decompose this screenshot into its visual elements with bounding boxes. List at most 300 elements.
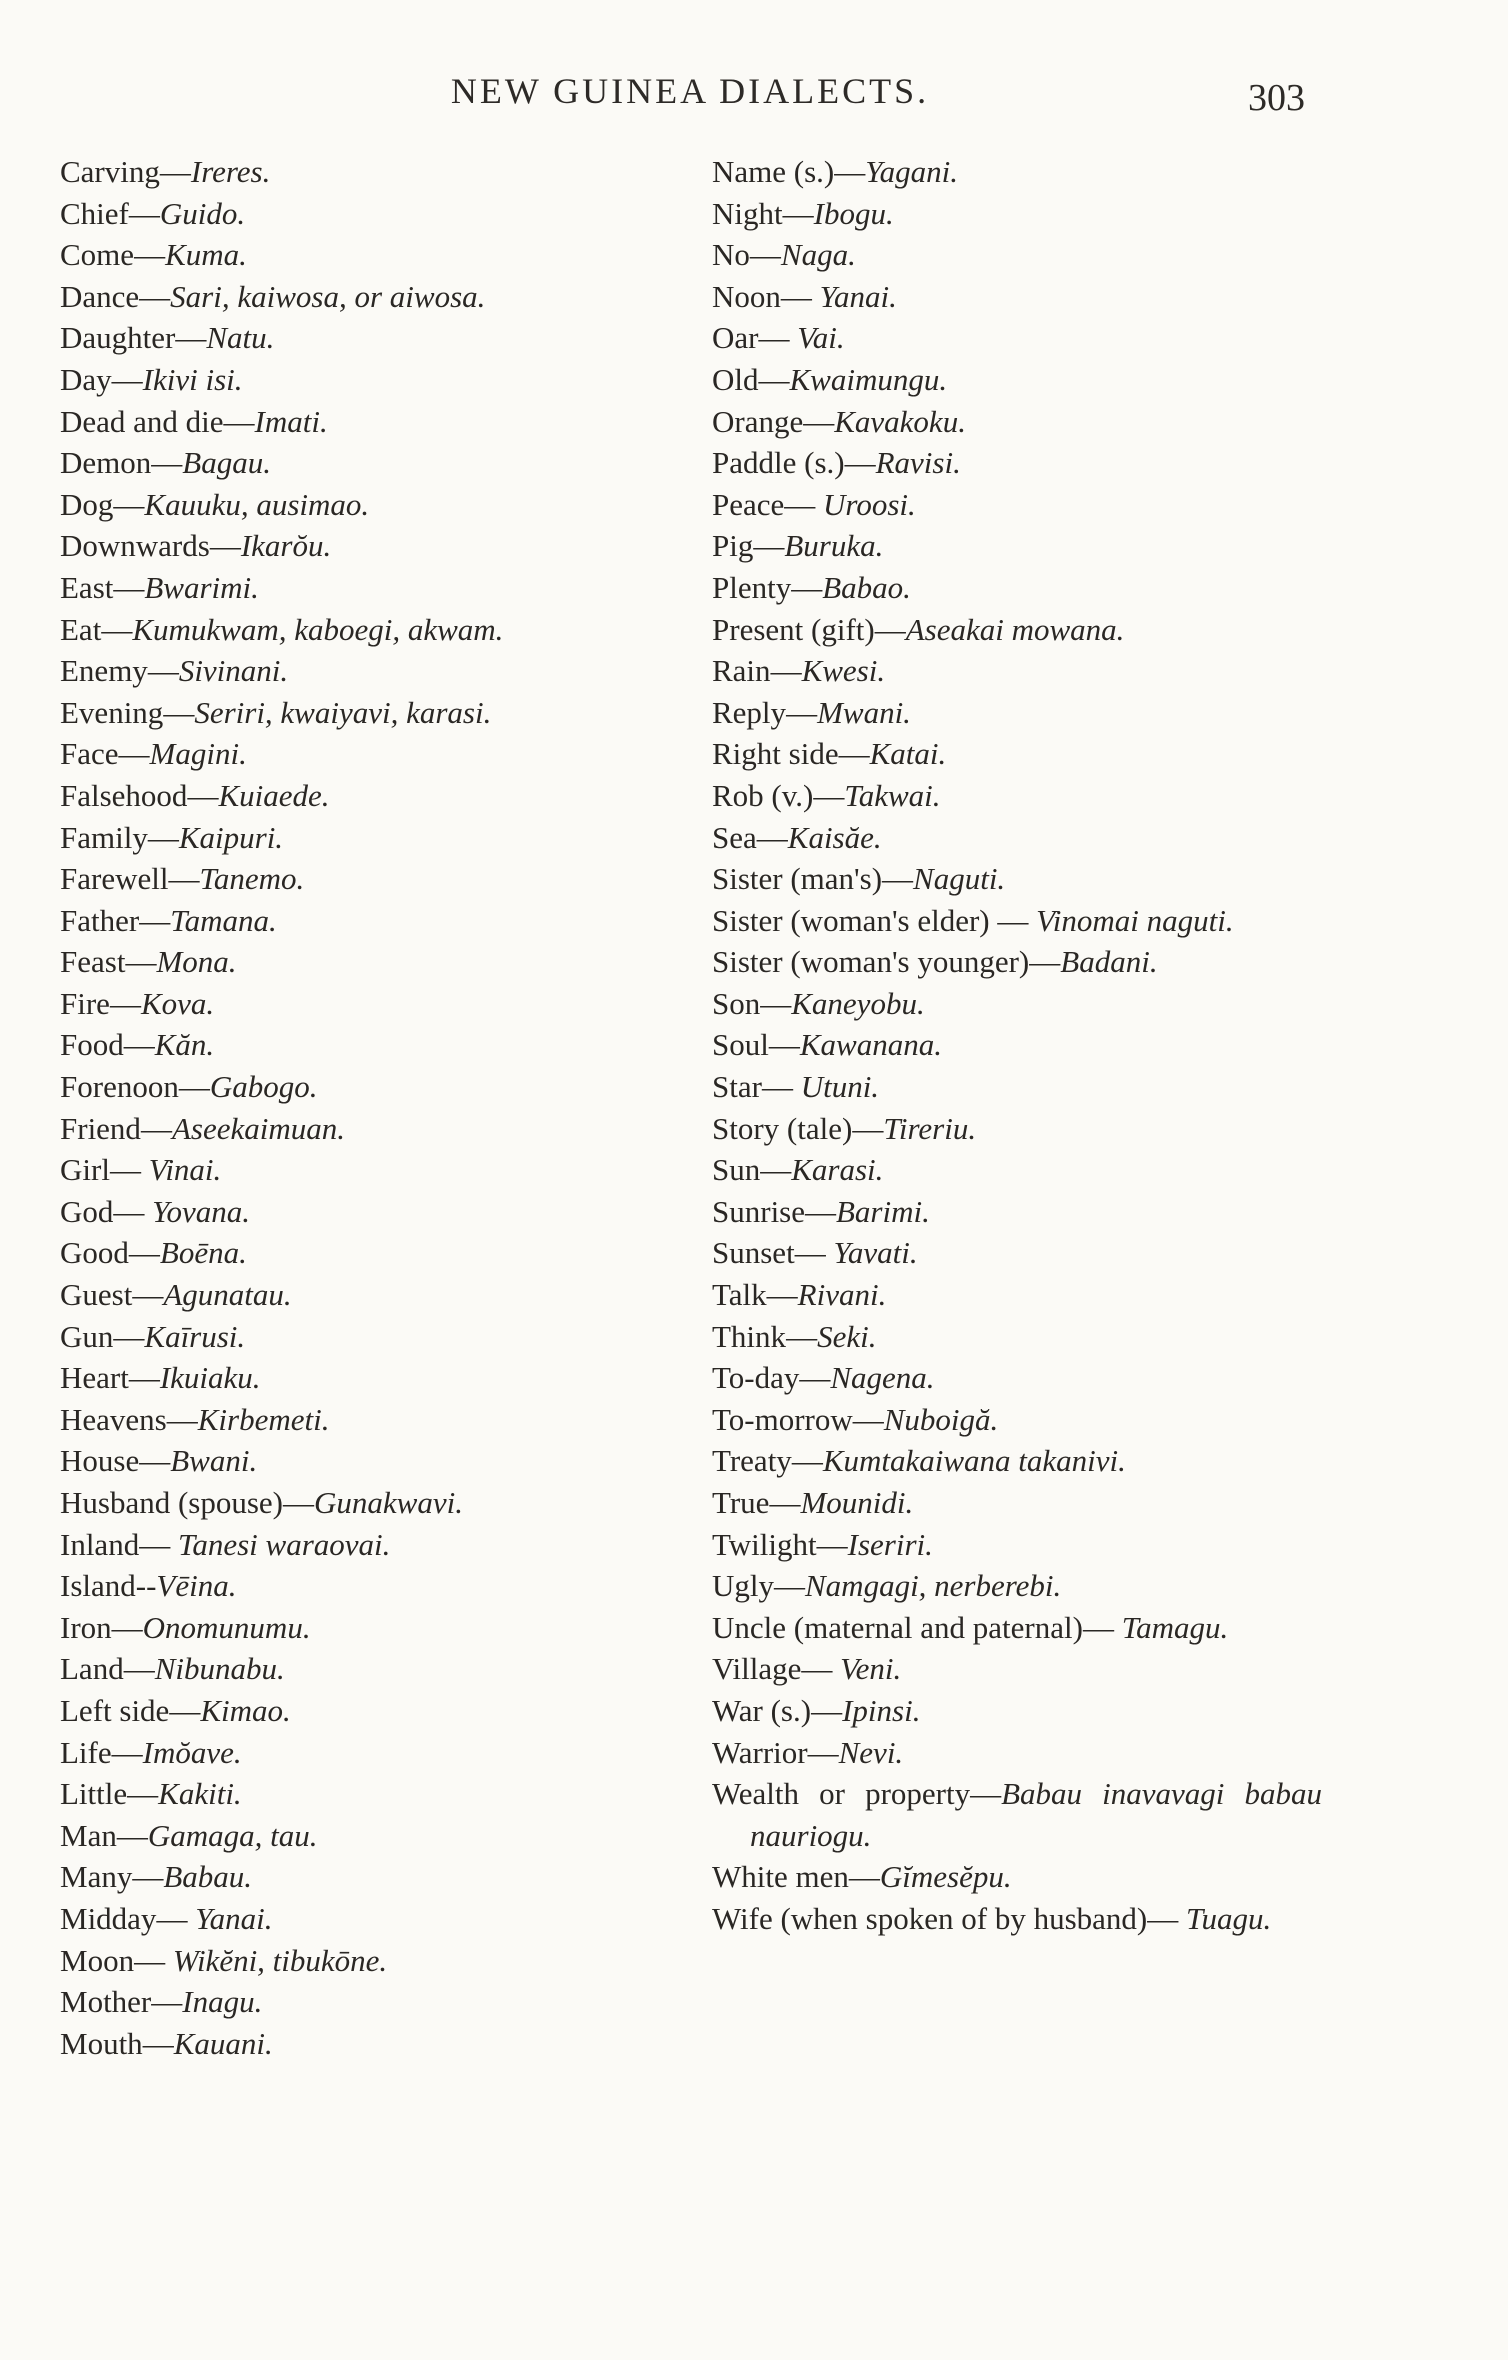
vocabulary-entry xyxy=(60,1357,660,1399)
vocabulary-entry xyxy=(712,442,1322,484)
entry-native-translation: Bwarimi. xyxy=(144,569,259,605)
vocabulary-entry xyxy=(712,1565,1322,1607)
entry-dash-separator: — xyxy=(147,819,179,855)
vocabulary-entry xyxy=(712,1690,1322,1732)
entry-dash-separator: — xyxy=(123,1027,155,1063)
entry-dash-separator: — xyxy=(187,777,219,813)
vocabulary-entry xyxy=(60,1066,660,1108)
entry-native-translation: Natu. xyxy=(206,320,275,356)
entry-english-term: Plenty xyxy=(712,569,792,605)
entry-english-term: House xyxy=(60,1443,140,1479)
entry-english-term: Dog xyxy=(60,486,114,522)
vocabulary-entry xyxy=(712,1191,1322,1233)
entry-dash-separator: — xyxy=(769,1485,801,1520)
vocabulary-entry xyxy=(60,817,660,859)
entry-english-term: Sister (man's) xyxy=(712,861,883,897)
entry-english-term: Downwards xyxy=(60,528,210,564)
entry-english-term: Dead and die xyxy=(60,403,224,439)
vocabulary-entry xyxy=(712,692,1322,734)
entry-native-translation: Buruka. xyxy=(784,528,884,564)
entry-native-translation: Sivinani. xyxy=(178,653,289,689)
entry-english-term: Friend xyxy=(60,1110,141,1146)
entry-dash-separator: — xyxy=(139,278,171,314)
entry-native-translation: Ireres. xyxy=(190,154,271,189)
entry-dash-separator: — xyxy=(156,1900,196,1936)
entry-dash-separator: — xyxy=(852,1401,884,1437)
entry-dash-separator: — xyxy=(132,1859,164,1895)
entry-native-translation: Iseriri. xyxy=(847,1526,933,1562)
entry-english-term: Chief xyxy=(60,195,129,231)
entry-dash-separator: — xyxy=(799,1360,831,1396)
entry-english-term: Come xyxy=(60,237,135,273)
entry-english-term: Peace xyxy=(712,486,785,522)
entry-dash-separator: — xyxy=(111,1609,143,1645)
entry-english-term: White men xyxy=(712,1859,849,1895)
vocabulary-entry xyxy=(712,900,1322,942)
entry-native-translation: Naguti. xyxy=(913,861,1006,897)
vocabulary-entry xyxy=(60,401,660,443)
entry-english-term: Village xyxy=(712,1651,802,1687)
vocabulary-entry xyxy=(60,1690,660,1732)
vocabulary-entry xyxy=(60,567,660,609)
entry-dash-separator: — xyxy=(123,1651,155,1687)
entry-english-term: Husband (spouse) xyxy=(60,1485,283,1520)
entry-dash-separator: — xyxy=(784,486,824,522)
entry-dash-separator: — xyxy=(761,1069,801,1105)
entry-dash-separator: — xyxy=(134,237,166,273)
entry-native-translation: Sari, kaiwosa, or aiwosa. xyxy=(170,278,486,314)
entry-dash-separator: — xyxy=(749,237,781,273)
entry-native-translation: Yanai. xyxy=(195,1900,273,1936)
vocabulary-entry xyxy=(60,276,660,318)
entry-dash-separator: — xyxy=(786,694,818,730)
entry-dash-separator: — xyxy=(116,1817,148,1853)
vocabulary-entry xyxy=(60,1191,660,1233)
entry-dash-separator: — xyxy=(127,1776,159,1812)
entry-english-term: Sun xyxy=(712,1152,761,1188)
entry-dash-separator: — xyxy=(848,1859,880,1895)
entry-english-term: Food xyxy=(60,1027,124,1063)
entry-english-term: Father xyxy=(60,902,140,938)
entry-english-term: Name (s.) xyxy=(712,154,835,189)
entry-english-term: Land xyxy=(60,1651,124,1687)
entry-native-translation: Mwani. xyxy=(817,694,911,730)
entry-dash-separator: — xyxy=(101,611,133,647)
entry-english-term: Oar xyxy=(712,320,759,356)
entry-english-term: Little xyxy=(60,1776,128,1812)
entry-english-term: Heavens xyxy=(60,1401,167,1437)
entry-english-term: Dance xyxy=(60,278,140,314)
entry-native-translation: Ikuiaku. xyxy=(159,1360,261,1396)
entry-english-term: Guest xyxy=(60,1277,133,1313)
entry-english-term: Falsehood xyxy=(60,777,188,813)
entry-native-translation: Tamana. xyxy=(170,902,277,938)
entry-dash-separator: — xyxy=(209,528,241,564)
entry-native-translation: Gĭmesĕpu. xyxy=(879,1859,1012,1895)
entry-dash-separator: — xyxy=(1029,944,1061,980)
entry-dash-separator: — xyxy=(125,944,157,980)
entry-native-translation: Kuma. xyxy=(165,237,247,273)
entry-native-translation: Seriri, kwaiyavi, karasi. xyxy=(194,694,492,730)
entry-dash-separator: — xyxy=(1147,1900,1186,1936)
running-head: NEW GUINEA DIALECTS. xyxy=(450,71,930,111)
entry-native-translation: Ikarŏu. xyxy=(240,528,332,564)
entry-native-translation: Nibunabu. xyxy=(154,1651,285,1687)
entry-english-term: Wealth or property xyxy=(712,1776,971,1812)
entry-dash-separator: — xyxy=(159,154,191,189)
vocabulary-entry xyxy=(60,1232,660,1274)
vocabulary-entry xyxy=(60,151,660,193)
entry-english-term: Gun xyxy=(60,1318,114,1354)
entry-dash-separator: — xyxy=(175,320,207,356)
entry-dash-separator: — xyxy=(758,320,798,356)
entry-native-translation: Kăn. xyxy=(154,1027,215,1063)
entry-english-term: Day xyxy=(60,361,112,397)
entry-native-translation: Rivani. xyxy=(797,1277,887,1313)
entry-native-translation: Yavati. xyxy=(833,1235,918,1271)
entry-english-term: No xyxy=(712,237,750,273)
entry-dash-separator: — xyxy=(139,1526,178,1562)
vocabulary-entry xyxy=(60,1524,660,1566)
vocabulary-entry xyxy=(60,692,660,734)
entry-native-translation: Wikĕni, tibukōne. xyxy=(172,1942,388,1978)
entry-native-translation: Vai. xyxy=(797,320,845,356)
entry-dash-separator: — xyxy=(801,1651,841,1687)
entry-dash-separator: — xyxy=(805,1193,836,1229)
entry-native-translation: Babau inavavagi babau nauriogu. xyxy=(750,1776,1322,1853)
entry-dash-separator: — xyxy=(780,278,820,314)
entry-dash-separator: — xyxy=(283,1485,314,1520)
entry-native-translation: Kaneyobu. xyxy=(791,985,925,1021)
entry-dash-separator: — xyxy=(113,1318,145,1354)
entry-dash-separator: — xyxy=(139,1443,171,1479)
vocabulary-entry xyxy=(60,1648,660,1690)
entry-english-term: Soul xyxy=(712,1027,769,1063)
vocabulary-entry xyxy=(60,900,660,942)
entry-native-translation: Tuagu. xyxy=(1185,1900,1272,1936)
vocabulary-entry xyxy=(60,1149,660,1191)
entry-english-term: Wife (when spoken of by husband) xyxy=(712,1900,1148,1936)
entry-native-translation: Nagena. xyxy=(830,1360,935,1396)
entry-native-translation: Tireriu. xyxy=(883,1110,977,1146)
vocabulary-entry xyxy=(712,401,1322,443)
vocabulary-entry xyxy=(712,567,1322,609)
entry-native-translation: Aseekaimuan. xyxy=(171,1110,345,1146)
entry-native-translation: Kauuku, ausimao. xyxy=(144,486,370,522)
entry-english-term: Mouth xyxy=(60,2025,143,2061)
entry-dash-separator: — xyxy=(223,403,255,439)
entry-native-translation: Ravisi. xyxy=(875,445,961,481)
entry-native-translation: Katai. xyxy=(869,736,947,772)
entry-english-term: To-morrow xyxy=(712,1401,853,1437)
vocabulary-entry xyxy=(60,1274,660,1316)
entry-english-term: Star xyxy=(712,1069,762,1105)
entry-native-translation: Yanai. xyxy=(819,278,897,314)
vocabulary-entry xyxy=(60,193,660,235)
entry-native-translation: Onomunumu. xyxy=(142,1609,311,1645)
vocabulary-entry xyxy=(712,858,1322,900)
vocabulary-entry xyxy=(712,609,1322,651)
vocabulary-entry xyxy=(712,1607,1322,1649)
entry-dash-separator: — xyxy=(794,1235,834,1271)
entry-english-term: Night xyxy=(712,195,783,231)
entry-native-translation: Utuni. xyxy=(800,1069,880,1105)
vocabulary-entry xyxy=(60,775,660,817)
entry-dash-separator: — xyxy=(140,1110,172,1146)
entry-native-translation: Kumtakaiwana takanivi. xyxy=(822,1443,1126,1479)
vocabulary-entry xyxy=(712,983,1322,1025)
vocabulary-entry xyxy=(712,234,1322,276)
entry-dash-separator: — xyxy=(128,1360,160,1396)
entry-dash-separator: — xyxy=(151,1984,183,2020)
vocabulary-entry xyxy=(60,1482,660,1524)
entry-native-translation: Kuiaede. xyxy=(218,777,330,813)
entry-dash-separator: — xyxy=(989,902,1037,938)
entry-native-translation: Kavakoku. xyxy=(834,403,966,439)
entry-native-translation: Badani. xyxy=(1060,944,1158,980)
entry-dash-separator: — xyxy=(142,2025,174,2061)
vocabulary-entry xyxy=(60,1981,660,2023)
entry-native-translation: Guido. xyxy=(159,195,246,231)
entry-english-term: Family xyxy=(60,819,148,855)
vocabulary-entry xyxy=(712,1024,1322,1066)
entry-dash-separator: — xyxy=(970,1776,1002,1812)
entry-dash-separator: — xyxy=(118,736,150,772)
entry-native-translation: Tamagu. xyxy=(1121,1609,1229,1645)
entry-native-translation: Babau. xyxy=(163,1859,253,1895)
entry-native-translation: Kwesi. xyxy=(801,653,886,689)
entry-english-term: Warrior xyxy=(712,1734,808,1770)
vocabulary-entry xyxy=(60,1856,660,1898)
entry-dash-separator: — xyxy=(791,1443,823,1479)
vocabulary-entry xyxy=(712,1149,1322,1191)
entry-english-term: Heart xyxy=(60,1360,129,1396)
entry-dash-separator: — xyxy=(874,611,906,647)
entry-english-term: War (s.) xyxy=(712,1692,812,1728)
vocabulary-entry xyxy=(60,525,660,567)
vocabulary-entry xyxy=(60,1565,660,1607)
entry-english-term: Man xyxy=(60,1817,117,1853)
entry-english-term: Pig xyxy=(712,528,754,564)
vocabulary-entry xyxy=(712,525,1322,567)
vocabulary-entry xyxy=(712,1357,1322,1399)
vocabulary-entry xyxy=(60,733,660,775)
entry-native-translation: Nuboigă. xyxy=(883,1401,999,1437)
entry-english-term: Life xyxy=(60,1734,112,1770)
entry-english-term: East xyxy=(60,569,114,605)
vocabulary-entry xyxy=(712,1524,1322,1566)
vocabulary-column-right xyxy=(712,151,1322,1940)
vocabulary-entry xyxy=(60,1024,660,1066)
entry-english-term: Right side xyxy=(712,736,839,772)
entry-dash-separator: — xyxy=(139,902,171,938)
vocabulary-entry xyxy=(712,817,1322,859)
vocabulary-entry xyxy=(60,941,660,983)
vocabulary-entry xyxy=(712,1898,1322,1940)
vocabulary-entry xyxy=(60,1399,660,1441)
vocabulary-entry xyxy=(60,983,660,1025)
entry-english-term: Mother xyxy=(60,1984,152,2020)
entry-native-translation: Tanesi waraovai. xyxy=(177,1526,391,1562)
entry-native-translation: Kirbemeti. xyxy=(197,1401,330,1437)
entry-english-term: Fire xyxy=(60,985,110,1021)
vocabulary-entry xyxy=(60,1815,660,1857)
entry-native-translation: Seki. xyxy=(817,1318,877,1354)
vocabulary-entry xyxy=(60,1316,660,1358)
vocabulary-entry xyxy=(712,484,1322,526)
entry-english-term: Treaty xyxy=(712,1443,792,1479)
entry-native-translation: Uroosi. xyxy=(823,486,916,522)
entry-english-term: Many xyxy=(60,1859,133,1895)
entry-english-term: Inland xyxy=(60,1526,140,1562)
vocabulary-entry xyxy=(712,151,1322,193)
entry-english-term: Carving xyxy=(60,154,160,189)
entry-dash-separator: — xyxy=(774,1568,805,1604)
entry-dash-separator: — xyxy=(882,861,914,897)
entry-english-term: Sister (woman's elder) xyxy=(712,902,990,938)
entry-english-term: Ugly xyxy=(712,1568,774,1604)
entry-dash-separator: — xyxy=(766,1277,798,1313)
entry-english-term: Girl xyxy=(60,1152,110,1188)
entry-dash-separator: — xyxy=(147,653,179,689)
entry-english-term: Feast xyxy=(60,944,126,980)
entry-dash-separator: — xyxy=(816,1526,848,1562)
entry-dash-separator: — xyxy=(111,1734,143,1770)
entry-dash-separator: — xyxy=(791,569,823,605)
entry-english-term: Daughter xyxy=(60,320,176,356)
entry-native-translation: Mona. xyxy=(156,944,237,980)
entry-dash-separator: — xyxy=(756,819,788,855)
vocabulary-entry xyxy=(60,442,660,484)
entry-dash-separator: — xyxy=(169,1692,201,1728)
page-number: 303 xyxy=(1248,77,1305,119)
vocabulary-entry xyxy=(712,775,1322,817)
vocabulary-entry xyxy=(60,234,660,276)
vocabulary-entry xyxy=(712,276,1322,318)
vocabulary-entry xyxy=(712,1856,1322,1898)
entry-native-translation: Kauani. xyxy=(173,2025,273,2061)
entry-native-translation: Agunatau. xyxy=(163,1277,292,1313)
entry-english-term: Eat xyxy=(60,611,102,647)
vocabulary-entry xyxy=(60,1940,660,1982)
entry-english-term: Orange xyxy=(712,403,804,439)
entry-dash-separator: — xyxy=(109,985,141,1021)
entry-english-term: Present (gift) xyxy=(712,611,875,647)
entry-native-translation: Kaipuri. xyxy=(178,819,284,855)
entry-native-translation: Tanemo. xyxy=(199,861,305,897)
vocabulary-entry xyxy=(60,650,660,692)
vocabulary-entry xyxy=(60,359,660,401)
vocabulary-entry xyxy=(712,193,1322,235)
entry-native-translation: Nevi. xyxy=(838,1734,904,1770)
vocabulary-entry xyxy=(60,317,660,359)
entry-native-translation: Bagau. xyxy=(182,445,271,481)
entry-english-term: Left side xyxy=(60,1692,170,1728)
vocabulary-entry xyxy=(60,858,660,900)
entry-native-translation: Vēina. xyxy=(156,1568,237,1604)
entry-native-translation: Aseakai mowana. xyxy=(905,611,1125,647)
entry-native-translation: Gamaga, tau. xyxy=(147,1817,318,1853)
entry-native-translation: Boēna. xyxy=(159,1235,247,1271)
entry-dash-separator: — xyxy=(163,694,195,730)
entry-dash-separator: — xyxy=(1082,1609,1122,1645)
entry-dash-separator: — xyxy=(803,403,835,439)
entry-dash-separator: — xyxy=(782,195,814,231)
entry-dash-separator: -- xyxy=(135,1568,157,1604)
entry-dash-separator: — xyxy=(166,1401,198,1437)
entry-english-term: Midday xyxy=(60,1900,157,1936)
entry-dash-separator: — xyxy=(151,445,183,481)
entry-native-translation: Imati. xyxy=(254,403,328,439)
entry-native-translation: Babao. xyxy=(822,569,911,605)
entry-english-term: Rob (v.) xyxy=(712,777,814,813)
vocabulary-entry xyxy=(712,1274,1322,1316)
vocabulary-entry xyxy=(60,1773,660,1815)
entry-dash-separator: — xyxy=(111,361,143,397)
vocabulary-entry xyxy=(712,1066,1322,1108)
vocabulary-entry xyxy=(60,1732,660,1774)
entry-english-term: Son xyxy=(712,985,761,1021)
entry-dash-separator: — xyxy=(113,1193,153,1229)
entry-dash-separator: — xyxy=(134,1942,173,1978)
vocabulary-column-left xyxy=(60,151,660,2064)
entry-native-translation: Vinomai naguti. xyxy=(1036,902,1234,938)
vocabulary-entry xyxy=(60,1898,660,1940)
entry-english-term: Uncle (maternal and paternal) xyxy=(712,1609,1083,1645)
entry-native-translation: Vinai. xyxy=(148,1152,222,1188)
entry-dash-separator: — xyxy=(178,1069,210,1105)
entry-native-translation: Bwani. xyxy=(170,1443,258,1479)
vocabulary-entry xyxy=(712,1440,1322,1482)
entry-native-translation: Kawanana. xyxy=(799,1027,942,1063)
entry-english-term: Enemy xyxy=(60,653,148,689)
entry-english-term: Good xyxy=(60,1235,129,1271)
vocabulary-entry xyxy=(712,317,1322,359)
entry-native-translation: Kaisăe. xyxy=(787,819,882,855)
entry-dash-separator: — xyxy=(128,195,160,231)
entry-english-term: Island xyxy=(60,1568,136,1604)
entry-native-translation: Inagu. xyxy=(182,1984,263,2020)
entry-dash-separator: — xyxy=(760,985,792,1021)
entry-english-term: Iron xyxy=(60,1609,112,1645)
entry-dash-separator: — xyxy=(768,1027,800,1063)
vocabulary-entry xyxy=(712,1773,1322,1856)
entry-english-term: Sister (woman's younger) xyxy=(712,944,1030,980)
entry-native-translation: Imŏave. xyxy=(142,1734,242,1770)
entry-native-translation: Karasi. xyxy=(791,1152,884,1188)
entry-native-translation: Naga. xyxy=(780,237,856,273)
entry-native-translation: Mounidi. xyxy=(800,1485,914,1520)
entry-english-term: Twilight xyxy=(712,1526,817,1562)
vocabulary-entry xyxy=(712,1732,1322,1774)
vocabulary-entry xyxy=(60,609,660,651)
vocabulary-entry xyxy=(712,650,1322,692)
entry-native-translation: Barimi. xyxy=(836,1193,930,1229)
vocabulary-entry xyxy=(60,484,660,526)
entry-english-term: True xyxy=(712,1485,770,1520)
vocabulary-entry xyxy=(60,2023,660,2065)
entry-dash-separator: — xyxy=(807,1734,839,1770)
vocabulary-entry xyxy=(60,1440,660,1482)
entry-english-term: Old xyxy=(712,361,759,397)
vocabulary-entry xyxy=(60,1607,660,1649)
entry-english-term: Talk xyxy=(712,1277,767,1313)
entry-dash-separator: — xyxy=(770,653,802,689)
entry-native-translation: Namgagi, nerberebi. xyxy=(805,1568,1062,1604)
entry-english-term: Forenoon xyxy=(60,1069,179,1105)
entry-english-term: God xyxy=(60,1193,114,1229)
entry-native-translation: Kumukwam, kaboegi, akwam. xyxy=(132,611,504,647)
